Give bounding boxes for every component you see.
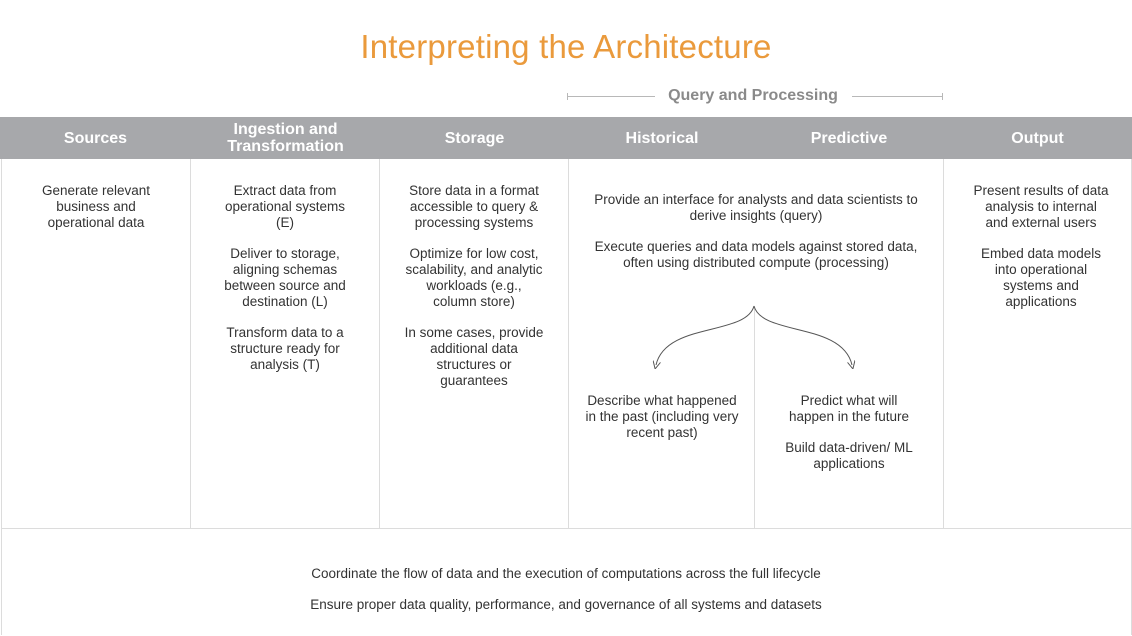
header-predictive: Predictive [810, 129, 888, 147]
page-title: Interpreting the Architecture [360, 28, 772, 65]
ingestion-text-load: Deliver to storage, aligning schemas between source and destination (L) [224, 246, 346, 309]
predictive-text-ml: Build data-driven/ ML applications [785, 440, 913, 472]
sources-text: Generate relevant business and operational data [41, 183, 151, 230]
header-historical: Historical [625, 129, 699, 147]
processing-text: Execute queries and data models against stored data, often using distributed compute (processing) [594, 239, 918, 271]
output-text-present: Present results of data analysis to internal and external users [973, 183, 1109, 230]
historical-text: Describe what happened in the past (including very recent past) [585, 393, 739, 440]
predictive-text-future: Predict what will happen in the future [788, 393, 910, 424]
ingestion-text-transform: Transform data to a structure ready for analysis (T) [226, 325, 344, 372]
header-output: Output [1011, 129, 1064, 147]
branch-arrow-historical [656, 306, 754, 365]
header-sources: Sources [63, 129, 128, 147]
query-text: Provide an interface for analysts and data scientists to derive insights (query) [594, 192, 918, 223]
storage-text-store: Store data in a format accessible to query & processing systems [409, 183, 539, 230]
branch-arrow-predictive [754, 306, 852, 365]
header-ingestion: Ingestion and Transformation [227, 121, 344, 155]
ingestion-text-extract: Extract data from operational systems (E) [224, 183, 346, 230]
governance-text: Ensure proper data quality, performance, and governance of all systems and datasets [310, 597, 822, 612]
output-text-embed: Embed data models into operational systems and applications [980, 246, 1102, 309]
orchestration-text: Coordinate the flow of data and the execution of computations across the full lifecycle [311, 566, 821, 581]
query-processing-label: Query and Processing [668, 87, 838, 104]
storage-text-optimize: Optimize for low cost, scalability, and analytic workloads (e.g., column store) [405, 246, 543, 309]
storage-text-structures: In some cases, provide additional data structures or guarantees [404, 325, 544, 388]
header-storage: Storage [444, 129, 505, 147]
